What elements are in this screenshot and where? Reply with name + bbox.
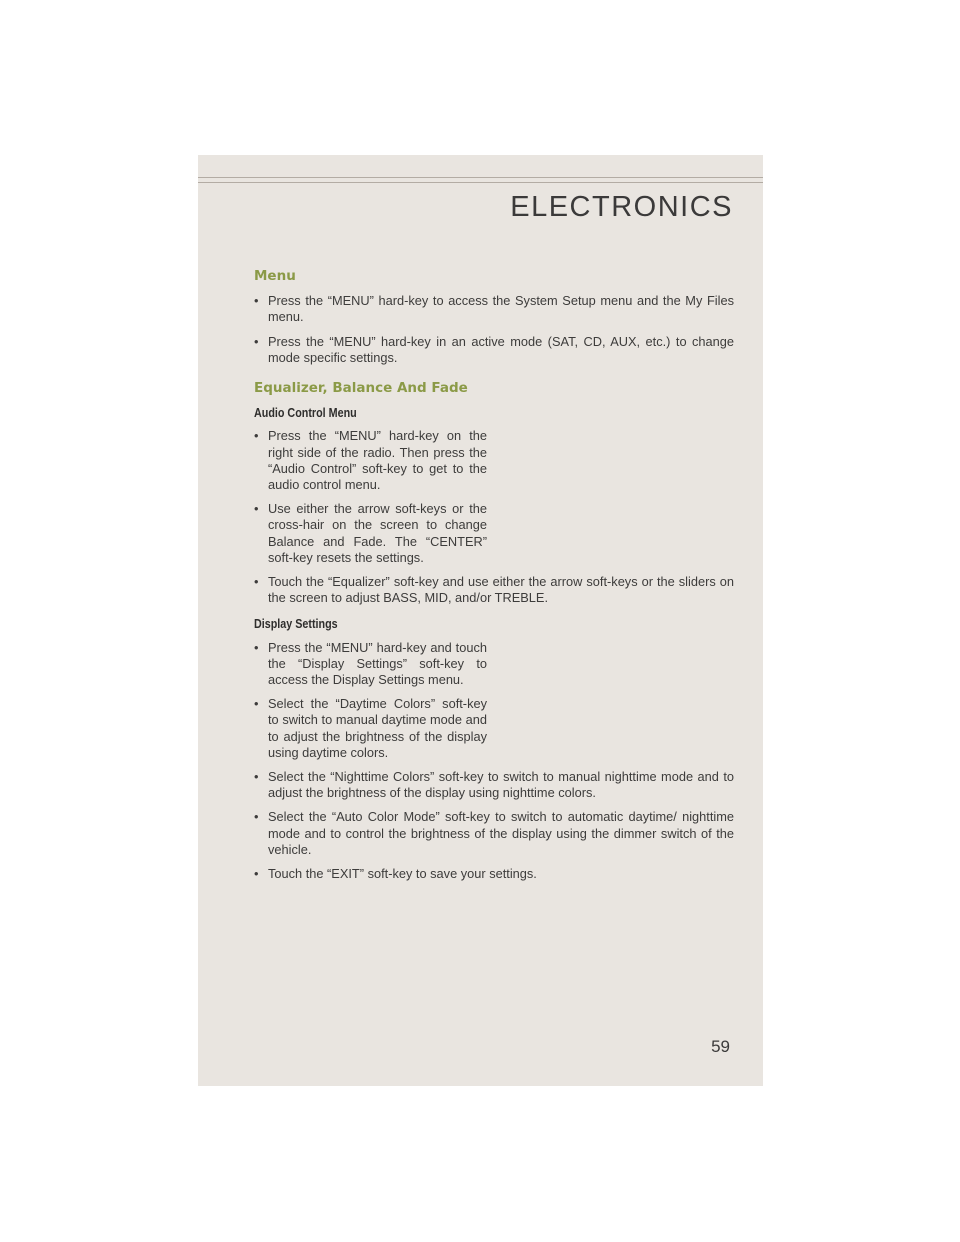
list-item-text: Use either the arrow soft-keys or the cross-hair on the screen to change Balance and Fade. The “CENTER” soft-key resets the settings. [268, 501, 487, 565]
list-item-text: Touch the “Equalizer” soft-key and use either the arrow soft-keys or the sliders on the screen to adjust BASS, MID, and/or TREBLE. [268, 574, 734, 606]
list-item [254, 809, 734, 858]
list-item-text: Press the “MENU” hard-key on the right side of the radio. Then press the “Audio Control” soft-key to get to the audio control menu. [268, 428, 487, 493]
bullet-glyph: • [254, 333, 259, 349]
page-content [254, 268, 734, 890]
header-rule-top [198, 177, 763, 178]
list-item [254, 866, 734, 882]
section-title: ELECTRONICS [510, 191, 733, 223]
list-item-text: Select the “Nighttime Colors” soft-key to switch to manual nighttime mode and to adjust the brightness of the display using nighttime colors. [268, 769, 734, 801]
page-number: 59 [711, 1037, 730, 1056]
equalizer-heading: Equalizer, Balance And Fade [254, 380, 468, 397]
bullet-glyph: • [254, 501, 259, 517]
display-settings-subheading: Display Settings [254, 617, 338, 632]
list-item-text: Press the “MENU” hard-key to access the System Setup menu and the My Files menu. [268, 293, 734, 325]
list-item-text: Press the “MENU” hard-key in an active mode (SAT, CD, AUX, etc.) to change mode specific settings. [268, 333, 734, 365]
bullet-glyph: • [254, 866, 259, 882]
list-item [254, 501, 487, 566]
list-item [254, 334, 734, 366]
list-item [254, 293, 734, 325]
audio-control-subheading: Audio Control Menu [254, 406, 357, 421]
list-item-text: Touch the “EXIT” soft-key to save your settings. [268, 866, 537, 882]
bullet-glyph: • [254, 696, 259, 712]
list-item-text: Press the “MENU” hard-key and touch the “Display Settings” soft-key to access the Display Settings menu. [268, 639, 487, 688]
list-item [254, 428, 487, 493]
list-item [254, 640, 487, 689]
list-item-text: Select the “Auto Color Mode” soft-key to switch to automatic daytime/ nighttime mode and to control the brightness of the display using the dimmer switch of the vehicle. [268, 809, 734, 857]
bullet-glyph: • [254, 769, 259, 785]
menu-heading: Menu [254, 268, 296, 284]
manual-page [198, 155, 763, 1086]
bullet-glyph: • [254, 809, 259, 825]
list-item-text: Select the “Daytime Colors” soft-key to switch to manual daytime mode and to adjust the brightness of the display using daytime colors. [268, 696, 487, 760]
bullet-glyph: • [254, 293, 259, 309]
list-item [254, 574, 734, 606]
list-item [254, 696, 487, 761]
bullet-glyph: • [254, 639, 259, 655]
header-rule-bottom [198, 182, 763, 183]
list-item [254, 769, 734, 801]
bullet-glyph: • [254, 428, 259, 444]
bullet-glyph: • [254, 574, 259, 590]
